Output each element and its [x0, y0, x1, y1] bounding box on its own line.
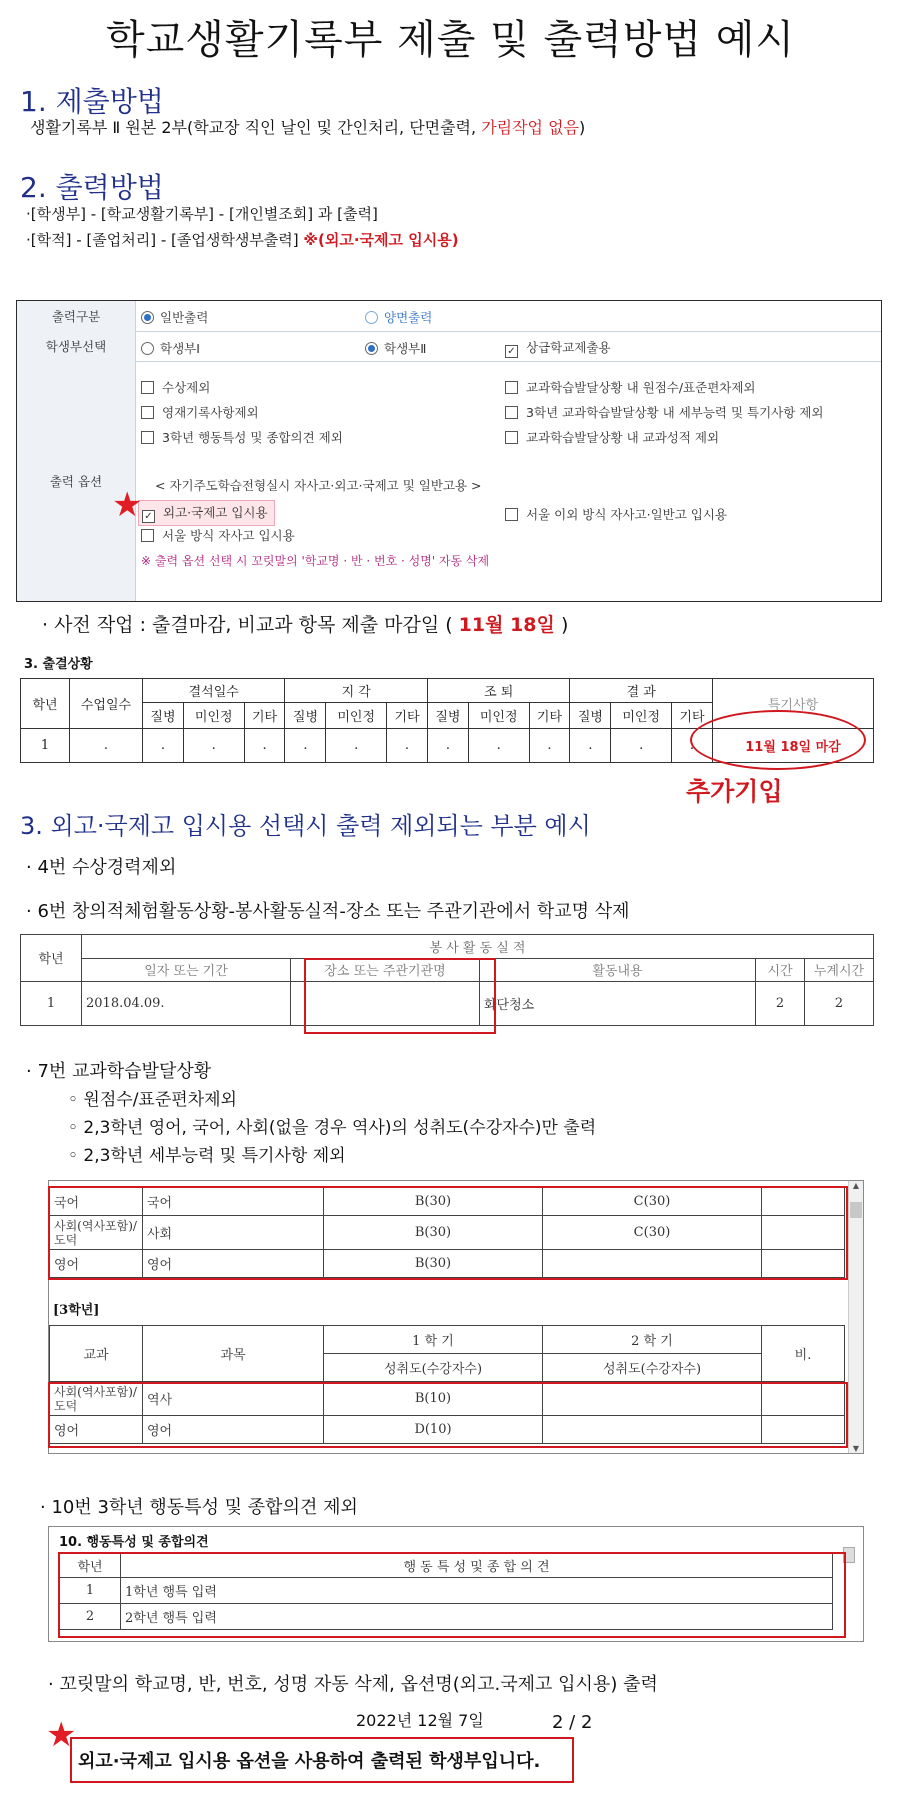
vol-row-total: 2	[805, 981, 874, 1026]
gifted-exclude-label: 영재기록사항제외	[162, 405, 259, 420]
subj-subject: 영어	[143, 1416, 324, 1444]
att-cell: .	[529, 729, 570, 763]
detail-exclude-label: 3학년 교과학습발달상황 내 세부능력 및 특기사항 제외	[526, 405, 824, 420]
subj-h-subject: 과목	[143, 1326, 324, 1382]
vol-row-grade: 1	[21, 981, 82, 1026]
checkbox-icon	[505, 508, 518, 521]
output-options-panel	[16, 300, 882, 602]
vol-h-content: 활동내용	[480, 959, 756, 981]
options-note: ※ 출력 옵션 선택 시 꼬릿말의 '학교명 · 반 · 번호 · 성명' 자동 삭제	[141, 554, 490, 568]
att-cell: .	[387, 729, 428, 763]
att-sub: 질병	[143, 703, 184, 729]
star-icon: ★	[46, 1715, 77, 1755]
checkbox-raw-score-exclude[interactable]	[505, 378, 756, 396]
bullet-footer: · 꼬릿말의 학교명, 반, 번호, 성명 자동 삭제, 옵션명(외고.국제고 입시용) 출력	[48, 1674, 658, 1695]
radio-duplex-output[interactable]	[365, 308, 432, 326]
seoul-label: 서울 방식 자사고 입시용	[162, 528, 295, 543]
submission-red-text: 가림작업 없음	[481, 118, 580, 137]
att-cell: .	[183, 729, 244, 763]
radio-selected-icon	[141, 311, 154, 324]
highlight-box	[58, 1552, 846, 1638]
attendance-title: 3. 출결상황	[24, 657, 93, 672]
subj-subject: 사회	[143, 1216, 324, 1250]
vol-row-hours: 2	[756, 981, 805, 1026]
checkbox-grade-exclude[interactable]	[505, 428, 719, 446]
footer-date: 2022년 12월 7일	[356, 1711, 484, 1730]
att-sub: 질병	[570, 703, 611, 729]
att-h-late: 지 각	[285, 679, 427, 703]
vol-h-hours: 시간	[756, 959, 805, 981]
output-options-row	[17, 361, 881, 601]
star-icon: ★	[112, 485, 143, 525]
att-row-grade: 1	[21, 729, 70, 763]
att-cell: .	[143, 729, 184, 763]
vol-h-total: 누계시간	[805, 959, 874, 981]
att-sub: 질병	[427, 703, 468, 729]
output-path-2	[26, 229, 459, 250]
subject-sub-3: ◦ 2,3학년 세부능력 및 특기사항 제외	[68, 1146, 346, 1166]
vol-h-grade: 학년	[21, 935, 82, 982]
att-h-absent: 결석일수	[143, 679, 285, 703]
checkbox-icon	[505, 381, 518, 394]
scrollbar-thumb[interactable]	[850, 1202, 862, 1218]
beh-row-text: 2학년 행특 입력	[121, 1604, 833, 1630]
checkbox-icon	[141, 529, 154, 542]
radio-icon	[365, 311, 378, 324]
section-1-heading: 1. 제출방법	[20, 85, 164, 118]
subj-h-bi: 비.	[762, 1326, 845, 1382]
radio-record-1[interactable]	[141, 339, 200, 357]
higher-school-label: 상급학교제출용	[526, 340, 611, 355]
behavior-title: 10. 행동특성 및 종합의견	[59, 1535, 209, 1550]
raw-score-exclude-label: 교과학습발달상황 내 원점수/표준편차제외	[526, 380, 756, 395]
att-h-days: 수업일수	[70, 679, 143, 729]
checkbox-icon	[141, 381, 154, 394]
subj-sem1: D(10)	[324, 1416, 543, 1444]
checkbox-gifted-exclude[interactable]	[141, 403, 259, 421]
subject-sub-1: ◦ 원점수/표준편차제외	[68, 1090, 237, 1110]
subj-h-area: 교과	[50, 1326, 143, 1382]
output-type-row	[17, 301, 881, 332]
att-cell: .	[611, 729, 672, 763]
att-sub: 기타	[529, 703, 570, 729]
radio-record-1-label: 학생부Ⅰ	[160, 341, 200, 356]
subj-sem2: C(30)	[543, 1188, 762, 1216]
checkbox-seoul[interactable]	[141, 526, 295, 544]
bullet-award: · 4번 수상경력제외	[26, 857, 177, 878]
att-sub: 미인정	[611, 703, 672, 729]
subj-h-ach: 성취도(수강자수)	[324, 1354, 543, 1382]
beh-row-grade: 1	[60, 1578, 121, 1604]
vol-h-place: 장소 또는 주관기관명	[291, 959, 480, 981]
checkbox-icon	[505, 406, 518, 419]
non-seoul-label: 서울 이외 방식 자사고·일반고 입시용	[526, 507, 727, 522]
checkbox-icon	[505, 431, 518, 444]
checkbox-icon	[141, 406, 154, 419]
att-cell: .	[427, 729, 468, 763]
subj-area: 사회(역사포함)/도덕	[50, 1382, 143, 1416]
att-h-note: 특기사항	[713, 679, 874, 729]
att-h-grade: 학년	[21, 679, 70, 729]
bullet-subjects: · 7번 교과학습발달상황	[26, 1061, 212, 1082]
subj-sem1: B(30)	[324, 1250, 543, 1278]
output-options-label: 출력 옵션	[17, 361, 136, 601]
radio-record-2[interactable]	[365, 339, 426, 357]
section-3-heading: 3. 외고·국제고 입시용 선택시 출력 제외되는 부분 예시	[20, 812, 591, 840]
att-cell: .	[468, 729, 529, 763]
att-sub: 미인정	[468, 703, 529, 729]
att-sub: 질병	[285, 703, 326, 729]
att-cell: .	[70, 729, 143, 763]
subj-h-ach: 성취도(수강자수)	[543, 1354, 762, 1382]
pre-work-line	[42, 610, 568, 637]
beh-h-content: 행 동 특 성 및 종 합 의 견	[121, 1554, 833, 1578]
checkbox-higher-school[interactable]	[505, 338, 611, 358]
checkbox-icon	[141, 431, 154, 444]
additional-entry-annotation: 추가기입	[686, 777, 783, 806]
att-h-early: 조 퇴	[427, 679, 569, 703]
subj-sem2: C(30)	[543, 1216, 762, 1250]
subj-sem1: B(30)	[324, 1188, 543, 1216]
checkbox-non-seoul[interactable]	[505, 505, 727, 523]
beh-h-grade: 학년	[60, 1554, 121, 1578]
submission-method-line	[30, 115, 585, 138]
att-cell: .	[672, 729, 713, 763]
checkbox-behavior-exclude[interactable]	[141, 428, 343, 446]
radio-record-2-label: 학생부Ⅱ	[384, 341, 427, 356]
att-sub: 기타	[387, 703, 428, 729]
subj-subject: 영어	[143, 1250, 324, 1278]
att-sub: 기타	[244, 703, 285, 729]
vol-row-date: 2018.04.09.	[82, 981, 291, 1026]
subj-sem1: B(30)	[324, 1216, 543, 1250]
checkmark-icon: ✓	[505, 345, 518, 358]
footer-message: 외고·국제고 입시용 옵션을 사용하여 출력된 학생부입니다.	[78, 1751, 541, 1772]
pre-work-close: )	[560, 614, 569, 636]
scroll-down-icon[interactable]: ▼	[852, 1444, 860, 1453]
scrollbar[interactable]	[848, 1181, 863, 1453]
footer-page: 2 / 2	[552, 1712, 593, 1733]
highlight-box	[48, 1382, 848, 1448]
subj-area: 사회(역사포함)/도덕	[50, 1216, 143, 1250]
section-2-heading: 2. 출력방법	[20, 171, 164, 204]
subj-area: 영어	[50, 1416, 143, 1444]
subj-sem1: B(10)	[324, 1382, 543, 1416]
beh-row-grade: 2	[60, 1604, 121, 1630]
subject-sub-2: ◦ 2,3학년 영어, 국어, 사회(없을 경우 역사)의 성취도(수강자수)만 출력	[68, 1118, 597, 1138]
award-exclude-label: 수상제외	[162, 380, 211, 395]
admission-subheading: < 자기주도학습전형실시 자사고·외고·국제고 및 일반고용 >	[155, 478, 482, 493]
beh-row-text: 1학년 행특 입력	[121, 1578, 833, 1604]
att-note-value: 11월 18일 마감	[713, 729, 874, 763]
submission-close: )	[579, 118, 586, 137]
highlight-box	[304, 958, 496, 1034]
checkbox-detail-exclude[interactable]	[505, 403, 823, 421]
record-select-row	[17, 331, 881, 362]
output-path-2-text: ·[학적] - [졸업처리] - [졸업생학생부출력]	[26, 231, 299, 249]
vol-row-content: 화단청소	[480, 981, 756, 1026]
subj-h-sem2: 2 학 기	[543, 1326, 762, 1354]
subj-area: 영어	[50, 1250, 143, 1278]
att-cell: .	[285, 729, 326, 763]
vol-h-date: 일자 또는 기간	[82, 959, 291, 981]
att-sub: 기타	[672, 703, 713, 729]
pre-work-date: 11월 18일	[458, 614, 555, 636]
record-select-label: 학생부선택	[17, 331, 136, 361]
scroll-up-icon[interactable]: ▲	[852, 1181, 860, 1190]
att-h-result: 결 과	[570, 679, 713, 703]
subj-subject: 국어	[143, 1188, 324, 1216]
checkbox-award-exclude[interactable]	[141, 378, 210, 396]
pre-work-text: · 사전 작업 : 출결마감, 비교과 항목 제출 마감일 (	[42, 614, 453, 636]
checkbox-foreign-intl-admission[interactable]	[138, 500, 275, 526]
bullet-volunteer: · 6번 창의적체험활동상황-봉사활동실적-장소 또는 주관기관에서 학교명 삭제	[26, 901, 630, 922]
radio-duplex-label: 양면출력	[384, 310, 433, 325]
foreign-intl-label: 외고·국제고 입시용	[163, 505, 268, 520]
att-cell: .	[570, 729, 611, 763]
submission-text: 생활기록부 Ⅱ 원본 2부(학교장 직인 날인 및 간인처리, 단면출력,	[30, 118, 482, 137]
vol-h-title: 봉 사 활 동 실 적	[82, 935, 874, 959]
page-title: 학교생활기록부 제출 및 출력방법 예시	[105, 17, 796, 63]
subj-subject: 역사	[143, 1382, 324, 1416]
att-sub: 미인정	[326, 703, 387, 729]
grade3-label: [3학년]	[53, 1303, 100, 1318]
radio-selected-icon	[365, 342, 378, 355]
att-cell: .	[244, 729, 285, 763]
output-path-2-note: ※(외고·국제고 입시용)	[303, 231, 459, 249]
att-sub: 미인정	[183, 703, 244, 729]
highlight-ellipse	[690, 710, 866, 770]
grade-exclude-label: 교과학습발달상황 내 교과성적 제외	[526, 430, 720, 445]
att-cell: .	[326, 729, 387, 763]
subj-h-sem1: 1 학 기	[324, 1326, 543, 1354]
subj-area: 국어	[50, 1188, 143, 1216]
output-type-label: 출력구분	[17, 301, 136, 331]
checkmark-icon: ✓	[142, 510, 155, 523]
radio-normal-output[interactable]	[141, 308, 208, 326]
highlight-box	[48, 1186, 848, 1280]
behavior-exclude-label: 3학년 행동특성 및 종합의견 제외	[162, 430, 343, 445]
bullet-behavior: · 10번 3학년 행동특성 및 종합의견 제외	[40, 1497, 358, 1518]
output-path-1: ·[학생부] - [학교생활기록부] - [개인별조회] 과 [출력]	[26, 205, 378, 223]
radio-icon	[141, 342, 154, 355]
radio-normal-label: 일반출력	[160, 310, 209, 325]
